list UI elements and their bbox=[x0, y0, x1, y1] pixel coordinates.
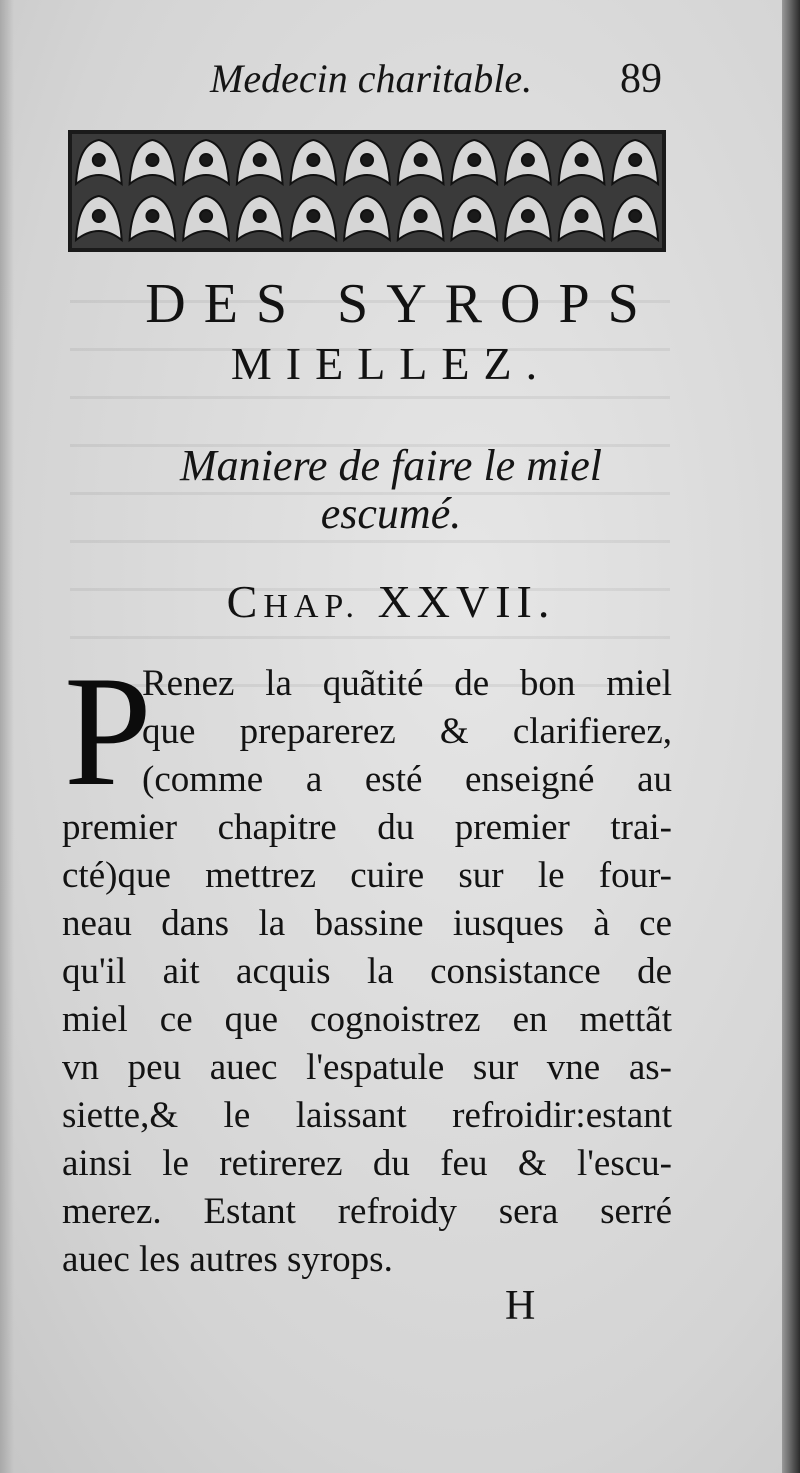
running-title: Medecin charitable. bbox=[210, 56, 533, 101]
ornament-bud bbox=[522, 154, 534, 166]
page-number: 89 bbox=[620, 56, 662, 102]
text-line: merez. Estant refroidy sera serré bbox=[62, 1191, 672, 1232]
text-line: premier chapitre du premier trai- bbox=[62, 807, 672, 848]
ornament-bud bbox=[415, 154, 427, 166]
chapter-lead-letter: C bbox=[226, 576, 264, 627]
ornament-bud bbox=[93, 210, 105, 222]
subtitle-line1: Maniere de faire le miel bbox=[180, 441, 602, 490]
ornament-bud bbox=[146, 210, 158, 222]
ornament-bud bbox=[307, 210, 319, 222]
ornament-bud bbox=[200, 210, 212, 222]
signature-mark: H bbox=[505, 1283, 536, 1329]
ornament-bud bbox=[307, 154, 319, 166]
subtitle-line2: escumé. bbox=[320, 489, 462, 538]
ornament-bud bbox=[415, 210, 427, 222]
text-line: vn peu auec l'espatule sur vne as- bbox=[62, 1047, 672, 1088]
ornament-bud bbox=[361, 154, 373, 166]
body-text bbox=[62, 644, 672, 1284]
section-title-line1: DES SYROPS bbox=[145, 273, 657, 335]
text-line: que preparerez & clarifierez, bbox=[142, 711, 672, 752]
text-line: qu'il ait acquis la consistance de bbox=[62, 951, 672, 992]
ornament-bud bbox=[576, 154, 588, 166]
page-left-edge-shadow bbox=[0, 0, 14, 1473]
ornament-bud bbox=[254, 210, 266, 222]
ornament-bud bbox=[146, 154, 158, 166]
ornament-bud bbox=[576, 210, 588, 222]
chapter-label: HAP. bbox=[263, 588, 361, 625]
text-line: cté)que mettrez cuire sur le four- bbox=[62, 855, 672, 896]
drop-cap: P bbox=[64, 644, 152, 819]
text-line: neau dans la bassine iusques à ce bbox=[62, 903, 672, 944]
ornament-bud bbox=[361, 210, 373, 222]
running-head bbox=[0, 55, 782, 115]
chapter-number: XXVII. bbox=[377, 576, 556, 627]
ornament-bud bbox=[522, 210, 534, 222]
page-right-edge-shadow bbox=[782, 0, 800, 1473]
text-line: miel ce que cognoistrez en mettãt bbox=[62, 999, 672, 1040]
section-title-line2: MIELLEZ. bbox=[230, 338, 552, 389]
ornament-bud bbox=[468, 154, 480, 166]
text-line: siette,& le laissant refroidir:estant bbox=[62, 1095, 672, 1136]
text-line: Renez la quãtité de bon miel bbox=[142, 663, 672, 704]
text-line: auec les autres syrops. bbox=[62, 1239, 393, 1280]
ornament-bud bbox=[629, 154, 641, 166]
chapter-heading bbox=[0, 575, 782, 628]
ornamental-headpiece bbox=[68, 130, 666, 252]
ornament-bud bbox=[254, 154, 266, 166]
text-line: ainsi le retirerez du feu & l'escu- bbox=[62, 1143, 672, 1184]
text-line: (comme a esté enseigné au bbox=[142, 759, 672, 800]
ornament-bud bbox=[468, 210, 480, 222]
ornament-bud bbox=[629, 210, 641, 222]
ornament-bud bbox=[200, 154, 212, 166]
ornament-bud bbox=[93, 154, 105, 166]
